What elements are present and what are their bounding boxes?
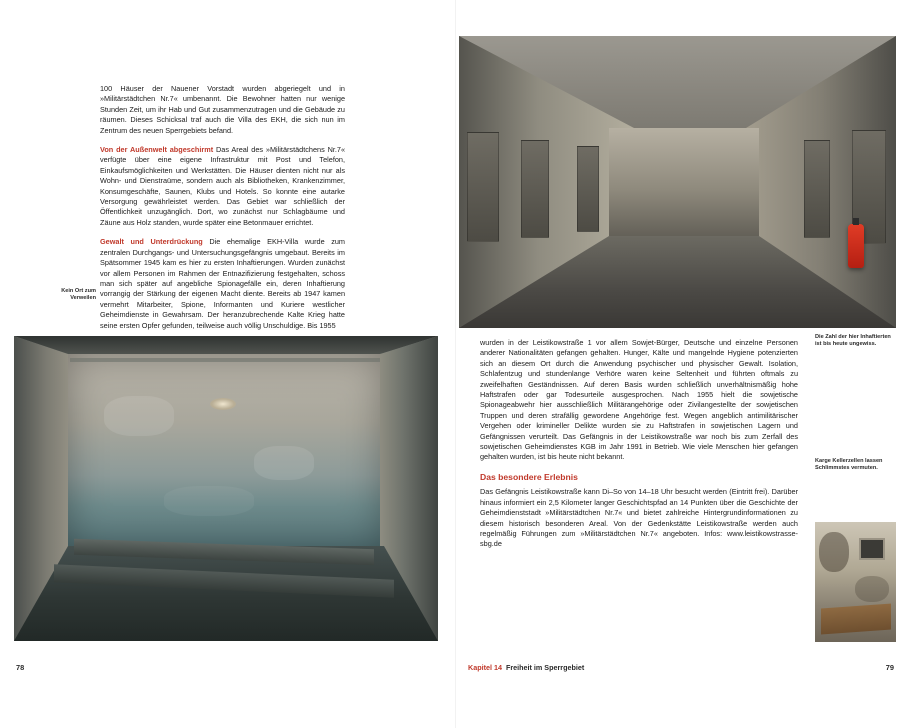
corridor-door-left-1 [467, 132, 499, 242]
photo-wall-patch-2 [254, 446, 314, 480]
running-head [468, 663, 584, 672]
fire-extinguisher-icon [848, 224, 864, 268]
intro-paragraph: 100 Häuser der Nauener Vorstadt wurden abgeriegelt und in »Militärstädtchen Nr.7« umbenannt. Die Bewohner hatten nur wenige Stunden Zeit, um ihr Hab und Gut zusammenzutragen und die Gebäude zu räumen. Dieses Schicksal traf auch die Villa des EKH, die sich nun im Zentrum des neuen Sperrgebiets befand. [100, 84, 345, 135]
corridor-door-right-2 [804, 140, 830, 238]
photo-kellerzelle [815, 522, 896, 642]
cell-stain-1 [819, 532, 849, 572]
photo-lamp [210, 398, 236, 410]
section-lead-gewalt: Gewalt und Unterdrückung [100, 237, 203, 247]
section-lead-abgeschirmt: Von der Außenwelt abgeschirmt [100, 145, 214, 155]
page-gutter [455, 0, 456, 728]
photo-wall-back [66, 354, 384, 550]
photo-gefaengnis-flur [459, 36, 896, 328]
cell-stain-2 [855, 576, 889, 602]
photo-gefaengniszelle-raum [14, 336, 438, 641]
running-head-title: Freiheit im Sperrgebiet [505, 663, 585, 672]
photo-wall-patch-3 [164, 486, 254, 516]
photo-pipe [70, 358, 380, 362]
section-paragraph-gewalt [100, 237, 345, 331]
left-page-text-column [100, 84, 345, 340]
right-subhead-paragraph: Das Gefängnis Leistikowstraße kann Di–So von 14–18 Uhr besucht werden (Eintritt frei). Darüber hinaus informiert ein 2,5 Kilometer langer Geschichtspfad an 14 Punkten über die Geschichte der Geheimdienststadt »Militärstädtchen Nr.7« und bietet zahlreiche Hintergrundinformationen zu diesem historisch besonderen Areal. Von der Gedenkstätte Leistikowstraße werden auch regelmäßig Führungen zum »Militärstädtchen Nr.7« angeboten. Infos: www.leistikowstrasse-sbg.de [480, 487, 798, 549]
caption-right-top-photo: Die Zahl der hier Inhaftierten ist bis heute ungewiss. [815, 334, 891, 348]
photo-wall-patch-1 [104, 396, 174, 436]
right-subheading: Das besondere Erlebnis [480, 471, 578, 482]
corridor-end-wall [609, 128, 759, 242]
caption-left-photo: Kein Ort zum Verweilen [61, 288, 96, 302]
folio-right: 79 [885, 663, 894, 672]
section-body-abgeschirmt: Das Areal des »Militärstädtchens Nr.7« verfügte über eine eigene Infrastruktur mit Post und Telefon, Einkaufsmöglichkeiten und Werkstätten. Die Häuser dienten nicht nur als Wohn- und Dienstraüme, sondern auch als Bibliotheken, Krankenzimmer, Konsumgeschäfte, Saunen, Klubs und Hotels. So konnte eine autarke Versorgung gewährleistet werden. Das Gebiet war schließlich der Öffentlichkeit unzugänglich. Dort, wo zunächst nur Schlagbäume und Zäune aus Holz standen, wurde später eine Betonmauer errichtet. [100, 145, 346, 227]
section-paragraph-abgeschirmt [100, 145, 345, 228]
caption-right-bottom-photo: Karge Kellerzellen lassen Schlimmstes vermuten. [815, 458, 883, 472]
cell-window [859, 538, 885, 560]
right-page-text-column [480, 338, 798, 559]
section-body-gewalt: Die ehemalige EKH-Villa wurde zum zentralen Durchgangs- und Untersuchungsgefängnis umgebaut. Bereits im Spätsommer 1945 kam es hier zu ersten Inhaftierungen. Wurden zunächst vor allem Personen im Rahmen der Entnazifizierung festgehalten, schoss man sich später auf angebliche Spionagefälle ein, deren Inhaftierung vorrangig der Stärkung der eigenen Macht diente. Bereits ab 1947 kamen vermehrt Mitarbeiter, Spione, Informanten und Kuriere westlicher Geheimdienste in Gewahrsam. Der heranzubrechende Kalte Krieg hatte seine ersten Opfer gefunden, teilweise auch völlig Unschuldige. Bis 1955 [100, 237, 345, 330]
corridor-door-left-3 [577, 146, 599, 232]
corridor-door-left-2 [521, 140, 549, 238]
running-head-chapter: Kapitel 14 [468, 663, 502, 672]
right-body-paragraph: wurden in der Leistikowstraße 1 vor allem Sowjet-Bürger, Deutsche und einzelne Personen anderer Nationalitäten gefangen gehalten. Hunger, Kälte und mangelnde Hygiene potenzierten sich an diesem Ort durch die Anwendung psychischer und physischer Gewalt. Isolation, Schlafentzug und stundenlange Verhöre waren keine Seltenheit und führten oftmals zu zweifelhaften Geständnissen. Auf deren Basis wurden schließlich unverhältnismäßig hohe Haftstrafen oder gar Todesurteile ausgesprochen. Nach 1955 hielt die sowjetische Spionageabwehr hier ausschließlich Militärangehörige oder Zivilangestellte der sowjetischen Truppen und deren strafällig gewordene Angehörige fest. Wegen angeblich antimilitärischer Vergehen oder krimineller Delikte wurden sie zu Haftstrafen in sowjetischen Lagern und Gefängnissen verurteilt. Das Gefängnis in der Leistikowstraße war noch bis zum Zerfall des sowjetischen Geheimdienstes KGB im Jahr 1991 in Betrieb. Wie viele Menschen hier gefangen gehalten wurden, ist bis heute nicht bekannt. [480, 338, 798, 462]
cell-bunk [821, 604, 891, 635]
folio-left: 78 [16, 663, 25, 672]
